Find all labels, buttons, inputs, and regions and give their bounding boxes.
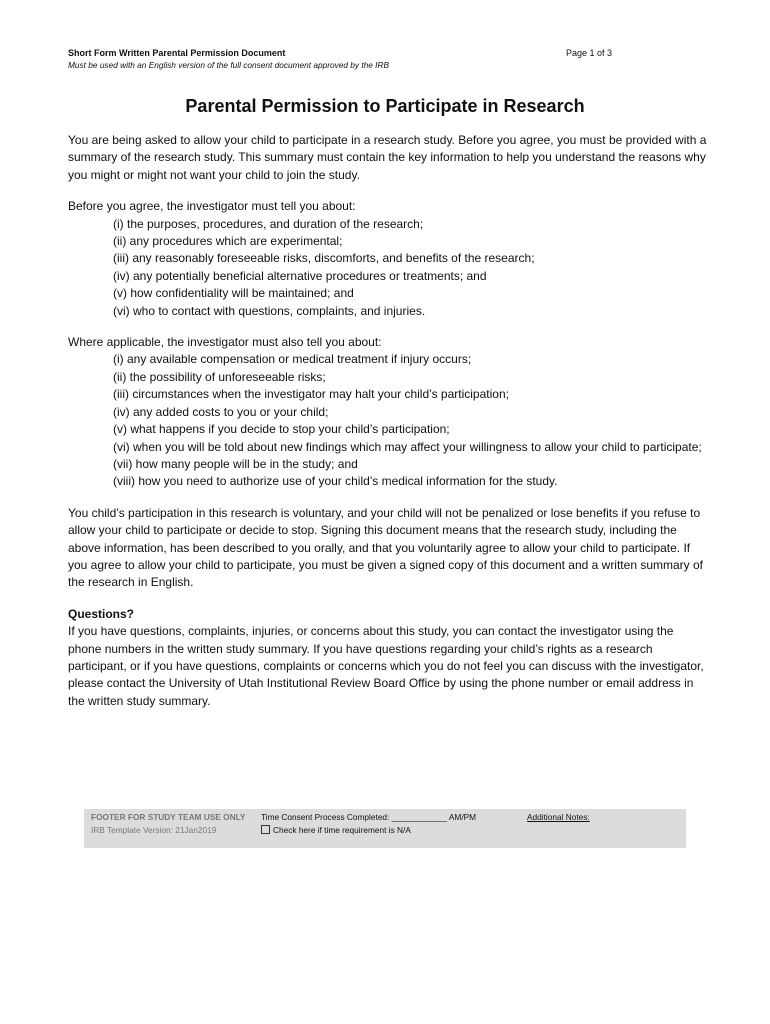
footer-team-info bbox=[91, 811, 245, 837]
list-item: (vi) when you will be told about new findings which may affect your willingness to allow your child to participate; bbox=[113, 439, 702, 454]
list-item: (viii) how you need to authorize use of your child’s medical information for the study. bbox=[113, 474, 558, 489]
must-tell-list bbox=[68, 216, 708, 320]
page-header bbox=[68, 47, 528, 72]
list-item: (vi) who to contact with questions, complaints, and injuries. bbox=[113, 303, 426, 318]
list-item: (ii) any procedures which are experimental; bbox=[113, 234, 343, 249]
list-item: (v) how confidentiality will be maintained; and bbox=[113, 286, 354, 301]
document-body bbox=[68, 132, 708, 710]
list-item: (ii) the possibility of unforeseeable risks; bbox=[113, 369, 326, 384]
list-item: (iii) circumstances when the investigator may halt your child’s participation; bbox=[113, 387, 509, 402]
must-tell-lead: Before you agree, the investigator must tell you about: bbox=[68, 199, 356, 214]
footer-team-label: FOOTER FOR STUDY TEAM USE ONLY bbox=[91, 812, 246, 822]
questions-heading: Questions? bbox=[68, 606, 135, 621]
also-tell-list bbox=[68, 351, 708, 490]
time-na-option bbox=[261, 824, 476, 837]
questions-section bbox=[68, 606, 708, 710]
footer-time-section bbox=[261, 811, 476, 837]
voluntary-paragraph: You child’s participation in this research is voluntary, and your child will not be penalized or lose benefits if you refuse to allow your child to participate or decide to stop. Signing this document means that the research study, including the above information, has been described to you orally, and that you voluntarily agree to allow your child to participate. If you agree to allow your child to participate, you must be given a signed copy of this document and a written summary of the research in English. bbox=[68, 505, 704, 590]
document-title: Parental Permission to Participate in Research bbox=[185, 96, 585, 116]
list-item: (iii) any reasonably foreseeable risks, discomforts, and benefits of the research; bbox=[113, 251, 535, 266]
also-tell-lead: Where applicable, the investigator must also tell you about: bbox=[68, 335, 382, 350]
additional-notes-label: Additional Notes: bbox=[527, 812, 590, 822]
list-item: (iv) any potentially beneficial alternative procedures or treatments; and bbox=[113, 268, 487, 283]
list-item: (i) the purposes, procedures, and duration of the research; bbox=[113, 216, 424, 231]
list-item: (iv) any added costs to you or your child; bbox=[113, 404, 329, 419]
intro-paragraph: You are being asked to allow your child to participate in a research study. Before you agree, you must be provided with a summary of the research study. This summary must contain the key information to help you understand the reasons why you might or might not want your child to join the study. bbox=[68, 133, 707, 182]
list-item: (i) any available compensation or medical treatment if injury occurs; bbox=[113, 352, 472, 367]
list-item: (v) what happens if you decide to stop your child’s participation; bbox=[113, 422, 450, 437]
document-subtitle: Must be used with an English version of the full consent document approved by the IRB bbox=[68, 60, 389, 70]
questions-paragraph: If you have questions, complaints, injuries, or concerns about this study, you can contact the investigator using the phone numbers in the written study summary. If you have questions regarding your child’s rights as a research participant, or if you have questions, complaints or concerns which you do not feel you can discuss with the investigator, please contact the University of Utah Institutional Review Board Office by using the phone number or email address in the written study summary. bbox=[68, 624, 704, 708]
study-team-footer bbox=[84, 809, 686, 848]
page-number: Page 1 of 3 bbox=[565, 48, 612, 58]
list-item: (vii) how many people will be in the study; and bbox=[113, 456, 358, 471]
document-type: Short Form Written Parental Permission Document bbox=[68, 48, 286, 58]
time-na-checkbox[interactable] bbox=[261, 825, 270, 834]
time-completed-field[interactable]: Time Consent Process Completed: ____________ AM/PM bbox=[261, 812, 477, 822]
template-version: IRB Template Version: 21Jan2019 bbox=[91, 825, 217, 835]
time-na-label: Check here if time requirement is N/A bbox=[273, 825, 411, 835]
